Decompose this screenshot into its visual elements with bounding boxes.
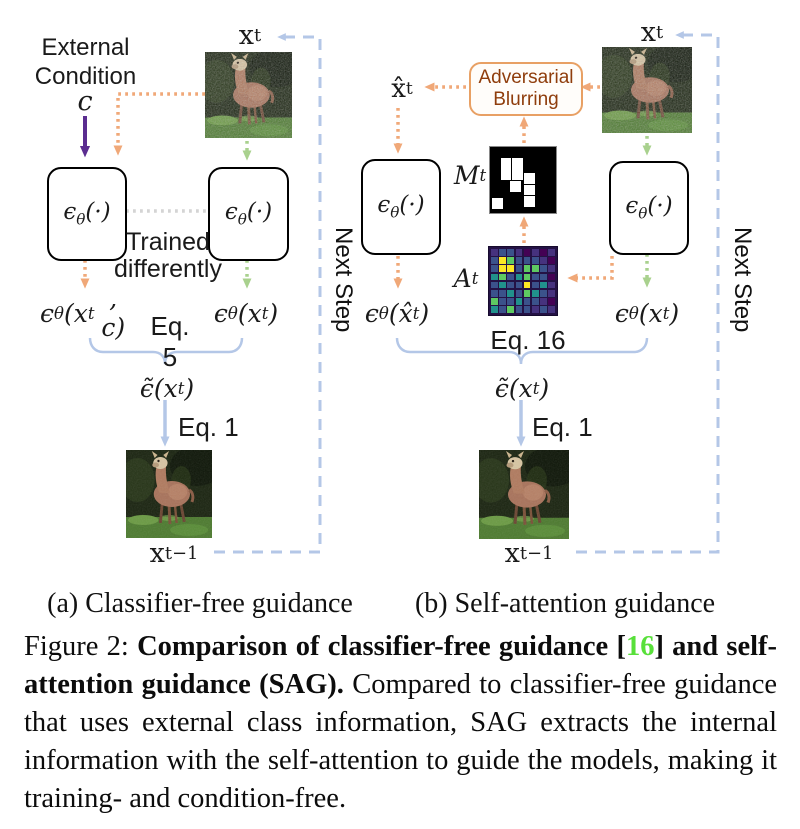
attention-map	[488, 246, 558, 316]
eq1-label-b: Eq. 1	[532, 412, 593, 442]
xt-label-b: x t	[640, 16, 664, 48]
xt-to-cond-model-arrow	[118, 94, 205, 150]
xt-image-b	[602, 47, 692, 133]
next-step-label-a: Next Step	[330, 227, 357, 333]
condition-variable: c	[77, 85, 93, 117]
xt-label-a: x t	[238, 19, 262, 51]
external-condition-label: External Condition	[34, 34, 137, 90]
eq5-label: Eq. 5	[150, 311, 190, 372]
output-uncond-label: ϵ θ (x t )	[213, 298, 279, 328]
model-label-orig: $\epsilon_\theta(\cdot)$	[625, 193, 673, 223]
xt-prev-label-a: x t−1	[149, 537, 199, 569]
model-to-attn-arrow	[573, 256, 612, 278]
xt-prev-label-b: x t−1	[504, 537, 554, 569]
caption-citation-ref[interactable]: 16	[625, 631, 655, 662]
attention-label: A t	[453, 263, 479, 293]
mask-image	[489, 146, 557, 214]
trained-differently-label: Trained differently	[114, 228, 222, 283]
subcaption-b: (b) Self-attention guidance	[414, 588, 716, 619]
subcaption-a: (a) Classifier-free guidance	[47, 588, 353, 619]
eps-tilde-a: ϵ̃(x t )	[139, 373, 195, 403]
output-cond-label: ϵ θ (x t , c)	[40, 284, 126, 342]
model-box-orig	[609, 161, 689, 255]
caption-body: Compared to classifier-free guidance that uses external class information, SAG extracts the internal information with the self-attention to guide the models, making it training- and condition-free.	[24, 669, 777, 814]
caption-bold-pre-ref: Comparison of classifier-free guidance [	[137, 631, 626, 662]
model-label-blur: $\epsilon_\theta(\cdot)$	[377, 192, 425, 222]
adversarial-blurring-box: Adversarial Blurring	[469, 62, 583, 116]
output-orig-label: ϵ θ (x t )	[614, 298, 680, 328]
eps-tilde-b: ϵ̃(x t )	[494, 373, 550, 403]
caption-bold-post-ref: ] and self-attention guidance (SAG).	[24, 631, 777, 700]
eq16-label: Eq. 16	[490, 324, 566, 355]
xt-prev-image-b	[479, 450, 569, 539]
xt-image-a	[205, 52, 292, 138]
next-step-label-b: Next Step	[729, 227, 756, 333]
caption-prefix: Figure 2:	[24, 631, 138, 662]
model-label-uncond: $\epsilon_\theta(\cdot)$	[224, 199, 273, 229]
xhat-label: x̂ t	[391, 74, 413, 104]
mask-label: M t	[453, 160, 487, 190]
xt-prev-image-a	[126, 450, 212, 538]
model-label-cond: $\epsilon_\theta(\cdot)$	[63, 199, 111, 229]
eq1-label-a: Eq. 1	[178, 412, 239, 442]
figure-caption	[24, 628, 777, 818]
model-box-blur	[361, 159, 441, 255]
output-blur-label: ϵ θ (x̂ t )	[364, 298, 430, 328]
